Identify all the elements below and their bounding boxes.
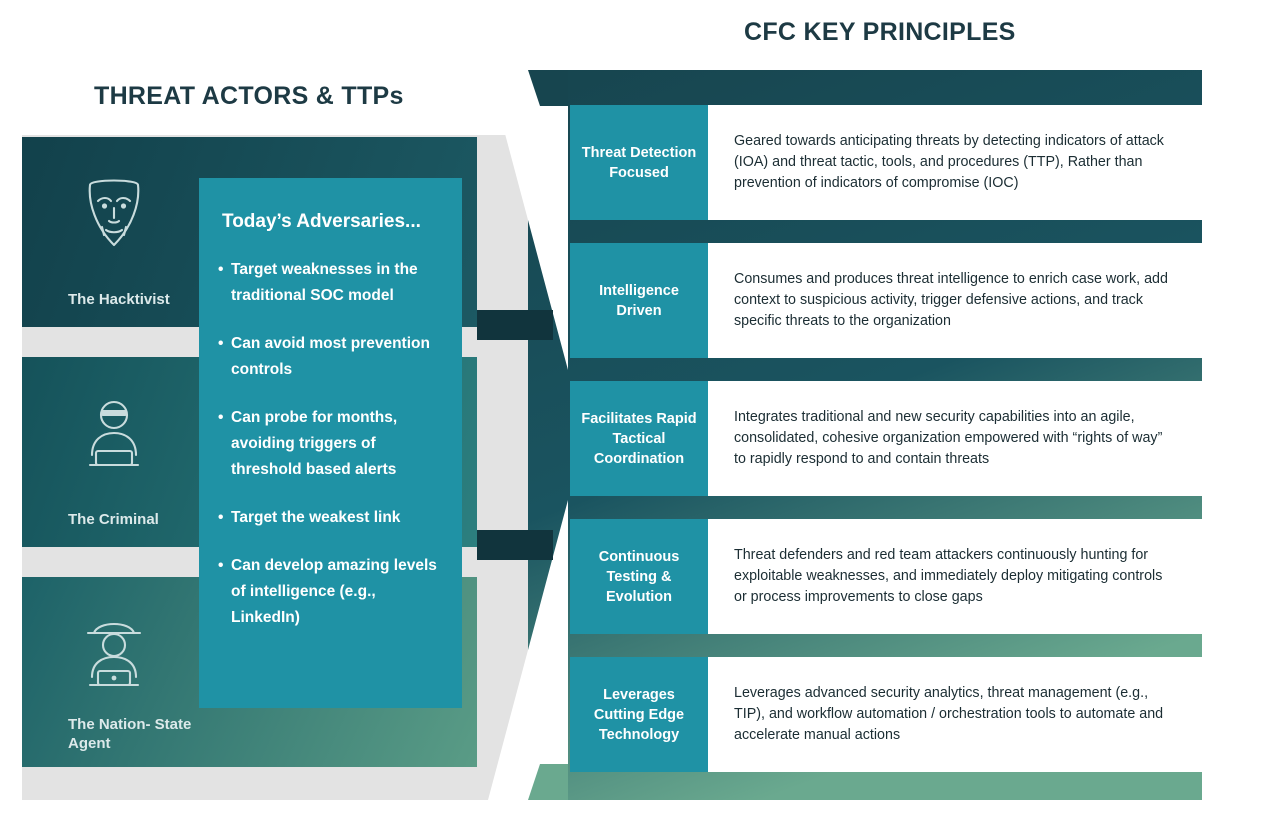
principle-title: Threat Detection Focused (570, 105, 708, 220)
spy-at-laptop-icon (80, 615, 148, 691)
principle-description: Consumes and produces threat intelligence to enrich case work, add context to suspicious activity, trigger defensive actions, and track specific threats to the organization (708, 243, 1202, 358)
page-title-cfc-principles: CFC KEY PRINCIPLES (744, 18, 1016, 46)
principle-description: Threat defenders and red team attackers continuously hunting for exploitable weaknesses, and immediately deploy mitigating controls or process improvements to close gaps (708, 519, 1202, 634)
principle-title: Intelligence Driven (570, 243, 708, 358)
connector-tab-2 (477, 530, 553, 560)
principle-description: Geared towards anticipating threats by detecting indicators of attack (IOA) and threat tactic, tools, and procedures (TTP), Rather than prevention of indicators of compromise (IOC) (708, 105, 1202, 220)
actor-label: The Criminal (68, 511, 159, 528)
principle-row[interactable] (570, 519, 1202, 634)
adversaries-list (218, 257, 446, 653)
list-item: • Can develop amazing levels of intelligence (e.g., LinkedIn) (218, 553, 446, 631)
page-title-threat-actors: THREAT ACTORS & TTPs (94, 82, 404, 110)
principle-row[interactable] (570, 105, 1202, 220)
principle-row[interactable] (570, 657, 1202, 772)
list-item: • Target the weakest link (218, 505, 446, 531)
principle-description: Integrates traditional and new security capabilities into an agile, consolidated, cohesive organization empowered with “rights of way” to rapidly respond to and contain threats (708, 381, 1202, 496)
principle-row[interactable] (570, 381, 1202, 496)
list-item: • Target weaknesses in the traditional SOC model (218, 257, 446, 309)
criminal-at-laptop-icon (80, 395, 148, 471)
principle-description: Leverages advanced security analytics, threat management (e.g., TIP), and workflow automation / orchestration tools to automate and accelerate manual actions (708, 657, 1202, 772)
principle-title: Facilitates Rapid Tactical Coordination (570, 381, 708, 496)
todays-adversaries-card (199, 178, 462, 708)
principle-title: Continuous Testing & Evolution (570, 519, 708, 634)
list-item: • Can probe for months, avoiding triggers of threshold based alerts (218, 405, 446, 483)
actor-label: The Nation- State Agent (68, 716, 192, 752)
guy-fawkes-mask-icon (80, 175, 148, 251)
list-item: • Can avoid most prevention controls (218, 331, 446, 383)
actor-label: The Hacktivist (68, 291, 170, 308)
principle-title: Leverages Cutting Edge Technology (570, 657, 708, 772)
principle-row[interactable] (570, 243, 1202, 358)
connector-tab-1 (477, 310, 553, 340)
adversaries-title: Today’s Adversaries... (222, 211, 421, 232)
